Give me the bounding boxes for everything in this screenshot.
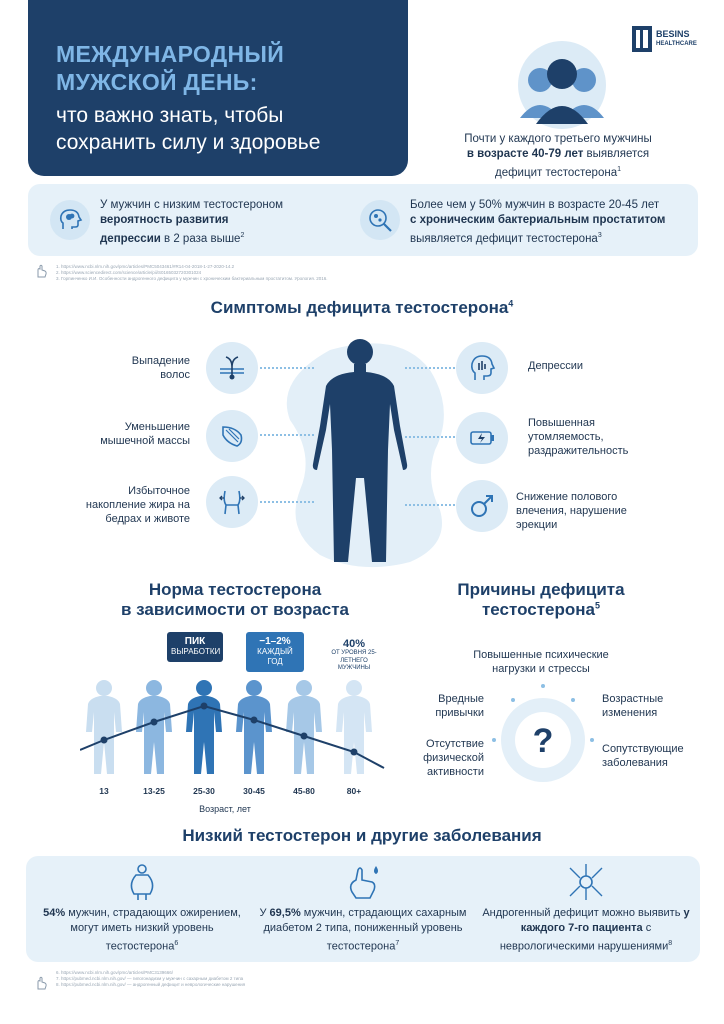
symptom-hair-loss: Выпадение волос	[131, 355, 190, 381]
symptom-muscle-loss: Уменьшение мышечной массы	[100, 421, 190, 447]
age-label: 45-80	[293, 786, 315, 796]
hero-title: МЕЖДУНАРОДНЫЙ МУЖСКОЙ ДЕНЬ:	[56, 41, 285, 95]
figure-80-plus	[336, 680, 372, 774]
connector	[260, 367, 314, 369]
hair-follicle-icon	[206, 342, 258, 394]
axis-label: Возраст, лет	[199, 804, 251, 814]
svg-text:?: ?	[532, 722, 554, 760]
cause-inactivity: Отсутствие физической активности	[423, 738, 484, 778]
obesity-icon	[122, 862, 162, 902]
bacteria-magnifier-icon	[360, 200, 400, 240]
symptom-depression: Депрессии	[528, 360, 584, 372]
diabetes-stat: У 69,5% мужчин, страдающих сахарным диабетом 2 типа, пониженный уровень тестостерона$^7$	[259, 907, 467, 953]
male-symbol-icon	[456, 480, 508, 532]
muscle-icon	[206, 410, 258, 462]
neuron-icon	[566, 862, 606, 902]
head-cloud-icon	[50, 200, 90, 240]
prostatitis-stat: Более чем у 50% мужчин в возрасте 20-45 лет с хроническим бактериальным простатитом выявляется дефицит тестостерона$^3$	[410, 199, 666, 245]
head-mind-icon	[456, 342, 508, 394]
figure-30-45	[236, 680, 272, 774]
connector	[405, 436, 455, 438]
decline-tag: −1–2% КАЖДЫЙ ГОД	[246, 632, 304, 672]
waist-icon	[206, 476, 258, 528]
symptom-fatigue: Повышенная утомляемость, раздражительность	[528, 417, 629, 457]
connector	[260, 501, 314, 503]
symptom-fat: Избыточное накопление жира на бедрах и животе	[85, 485, 190, 525]
age-norm-title: Норма тестостерона в зависимости от возраста	[120, 580, 350, 619]
figure-13	[86, 680, 122, 774]
battery-icon	[456, 412, 508, 464]
question-hub	[478, 680, 608, 800]
pointer-hand-icon	[34, 264, 48, 278]
cause-age: Возрастные изменения	[602, 693, 664, 719]
pointer-hand-icon	[34, 976, 48, 990]
men-heads-icon	[502, 40, 622, 130]
age-figures-chart	[80, 672, 390, 780]
figure-25-30	[186, 680, 222, 774]
depression-stat: У мужчин с низким тестостероном вероятность развития депрессии в 2 раза выше$^2$	[100, 199, 284, 245]
peak-tag: ПИК ВЫРАБОТКИ	[167, 632, 223, 662]
connector	[405, 504, 455, 506]
footnotes-bottom: 6. https://www.ncbi.nlm.nih.gov/pmc/articles/PMC3139666/ 7. https://pubmed.ncbi.nlm.nih.gov/ — гипогонадизм у мужчин с сахарным диабетом 2 типа 8. https://pubmed.ncbi.nlm.nih.gov/ — андрогенный дефицит и неврологические нарушения	[56, 970, 246, 987]
age-label: 30-45	[243, 786, 265, 796]
footnotes-top: 1. https://www.ncbi.nlm.nih.gov/pmc/articles/PMC5043461/#R14-04-2018-1-27-2020-14.2 2. https://www.sciencedirect.com/science/article/pii/S0165032720301024 3. Горпинченко И.И. Особенности андрогенного дефицита у мужчин с хроническим бактериальным простатитом. Урология. 2016.	[56, 264, 328, 281]
cause-habits: Вредные привычки	[435, 693, 484, 719]
symptoms-title: Симптомы дефицита тестостерона$^4$	[210, 298, 514, 317]
diseases-title: Низкий тестостерон и другие заболевания	[182, 826, 542, 845]
stat-age-40-79: Почти у каждого третьего мужчины в возрасте 40-79 лет выявляется дефицит тестостерона$^1$	[464, 133, 652, 179]
obesity-stat: 54% мужчин, страдающих ожирением, могут иметь низкий уровень тестостерона$^6$	[43, 907, 241, 953]
glucose-finger-icon	[344, 862, 384, 902]
age-label: 25-30	[193, 786, 215, 796]
age-label: 13-25	[143, 786, 165, 796]
besins-logo: BESINS HEALTHCARE	[632, 26, 697, 52]
connector	[405, 367, 455, 369]
male-silhouette	[260, 330, 460, 570]
hero-subtitle: что важно знать, чтобы сохранить силу и здоровье	[56, 104, 321, 154]
figure-45-80	[286, 680, 322, 774]
cause-comorbidities: Сопутствующие заболевания	[602, 743, 684, 769]
cause-stress: Повышенные психические нагрузки и стрессы	[473, 649, 609, 675]
percent-note: 40% ОТ УРОВНЯ 25-ЛЕТНЕГО МУЖЧИНЫ	[331, 638, 377, 671]
symptom-libido: Снижение полового влечения, нарушение эрекции	[516, 491, 627, 531]
causes-title: Причины дефицита тестостерона$^5$	[457, 580, 625, 619]
age-label: 13	[99, 786, 109, 796]
logo-mark-icon	[632, 26, 652, 52]
age-label: 80+	[346, 786, 362, 796]
neuro-stat: Андрогенный дефицит можно выявить у каждого 7-го пациента с неврологическими нарушениями$^8$	[482, 907, 690, 953]
connector	[260, 434, 314, 436]
